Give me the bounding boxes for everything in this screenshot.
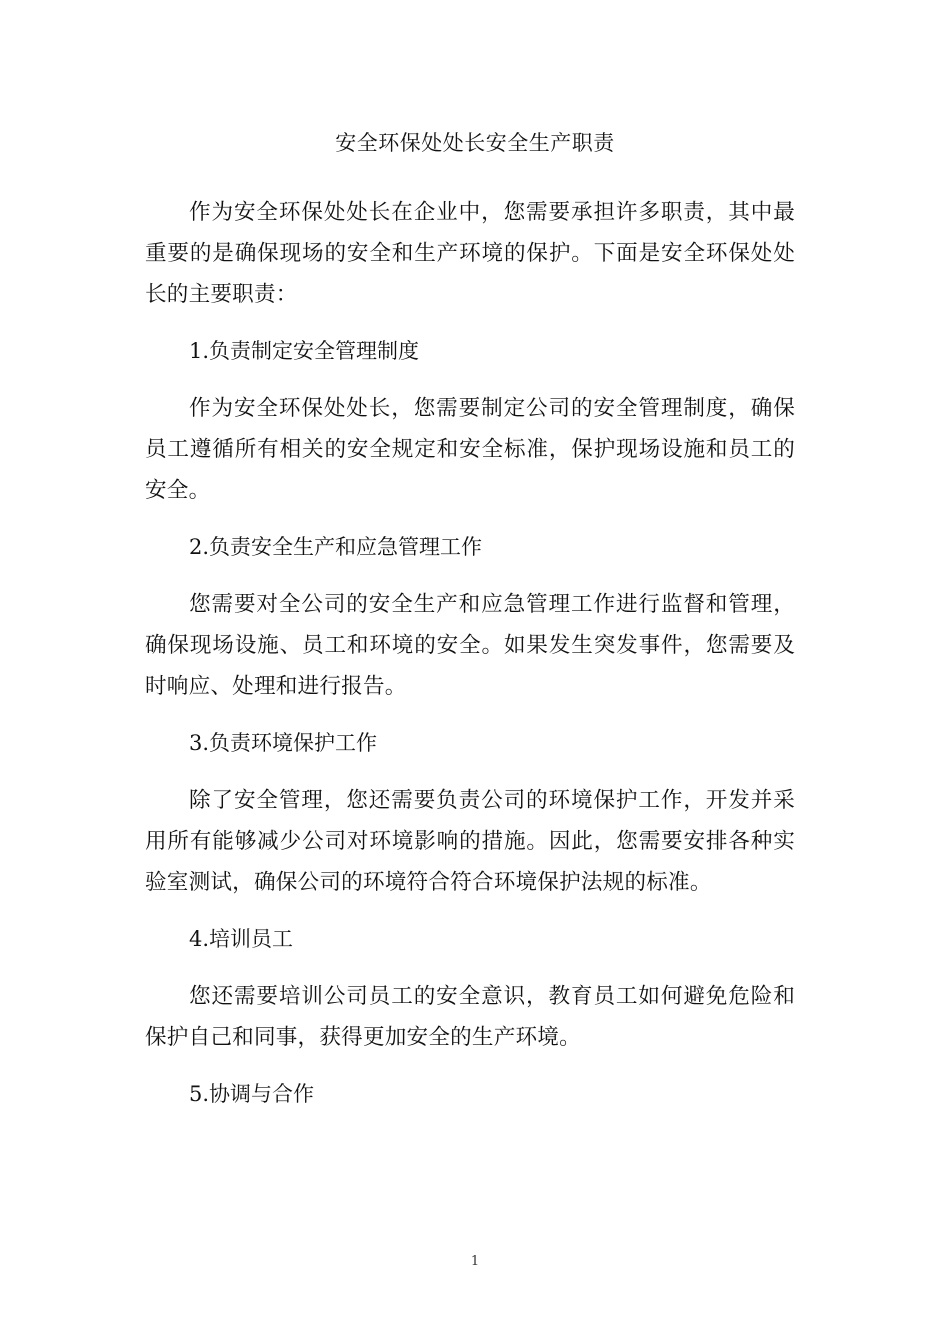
document-title: 安全环保处处长安全生产职责 — [335, 131, 615, 155]
section-body-4: 您还需要培训公司员工的安全意识，教育员工如何避免危险和保护自己和同事，获得更加安全的生产环境。 — [145, 984, 795, 1050]
section-heading-4: 4.培训员工 — [189, 927, 294, 951]
section-body-3: 除了安全管理，您还需要负责公司的环境保护工作，开发并采用所有能够减少公司对环境影响的措施。因此，您需要安排各种实验室测试，确保公司的环境符合符合环境保护法规的标准。 — [145, 788, 795, 895]
intro-paragraph: 作为安全环保处处长在企业中，您需要承担许多职责，其中最重要的是确保现场的安全和生产环境的保护。下面是安全环保处处长的主要职责： — [145, 200, 795, 307]
section-heading-1: 1.负责制定安全管理制度 — [189, 339, 420, 363]
document-body — [145, 192, 795, 1131]
section-heading-2: 2.负责安全生产和应急管理工作 — [189, 535, 483, 559]
section-body-1: 作为安全环保处处长，您需要制定公司的安全管理制度，确保员工遵循所有相关的安全规定和安全标准，保护现场设施和员工的安全。 — [145, 396, 795, 503]
section-body-2: 您需要对全公司的安全生产和应急管理工作进行监督和管理，确保现场设施、员工和环境的安全。如果发生突发事件，您需要及时响应、处理和进行报告。 — [145, 592, 795, 699]
page-number: 1 — [470, 1254, 480, 1269]
section-heading-5: 5.协调与合作 — [189, 1082, 315, 1106]
section-heading-3: 3.负责环境保护工作 — [189, 731, 378, 755]
